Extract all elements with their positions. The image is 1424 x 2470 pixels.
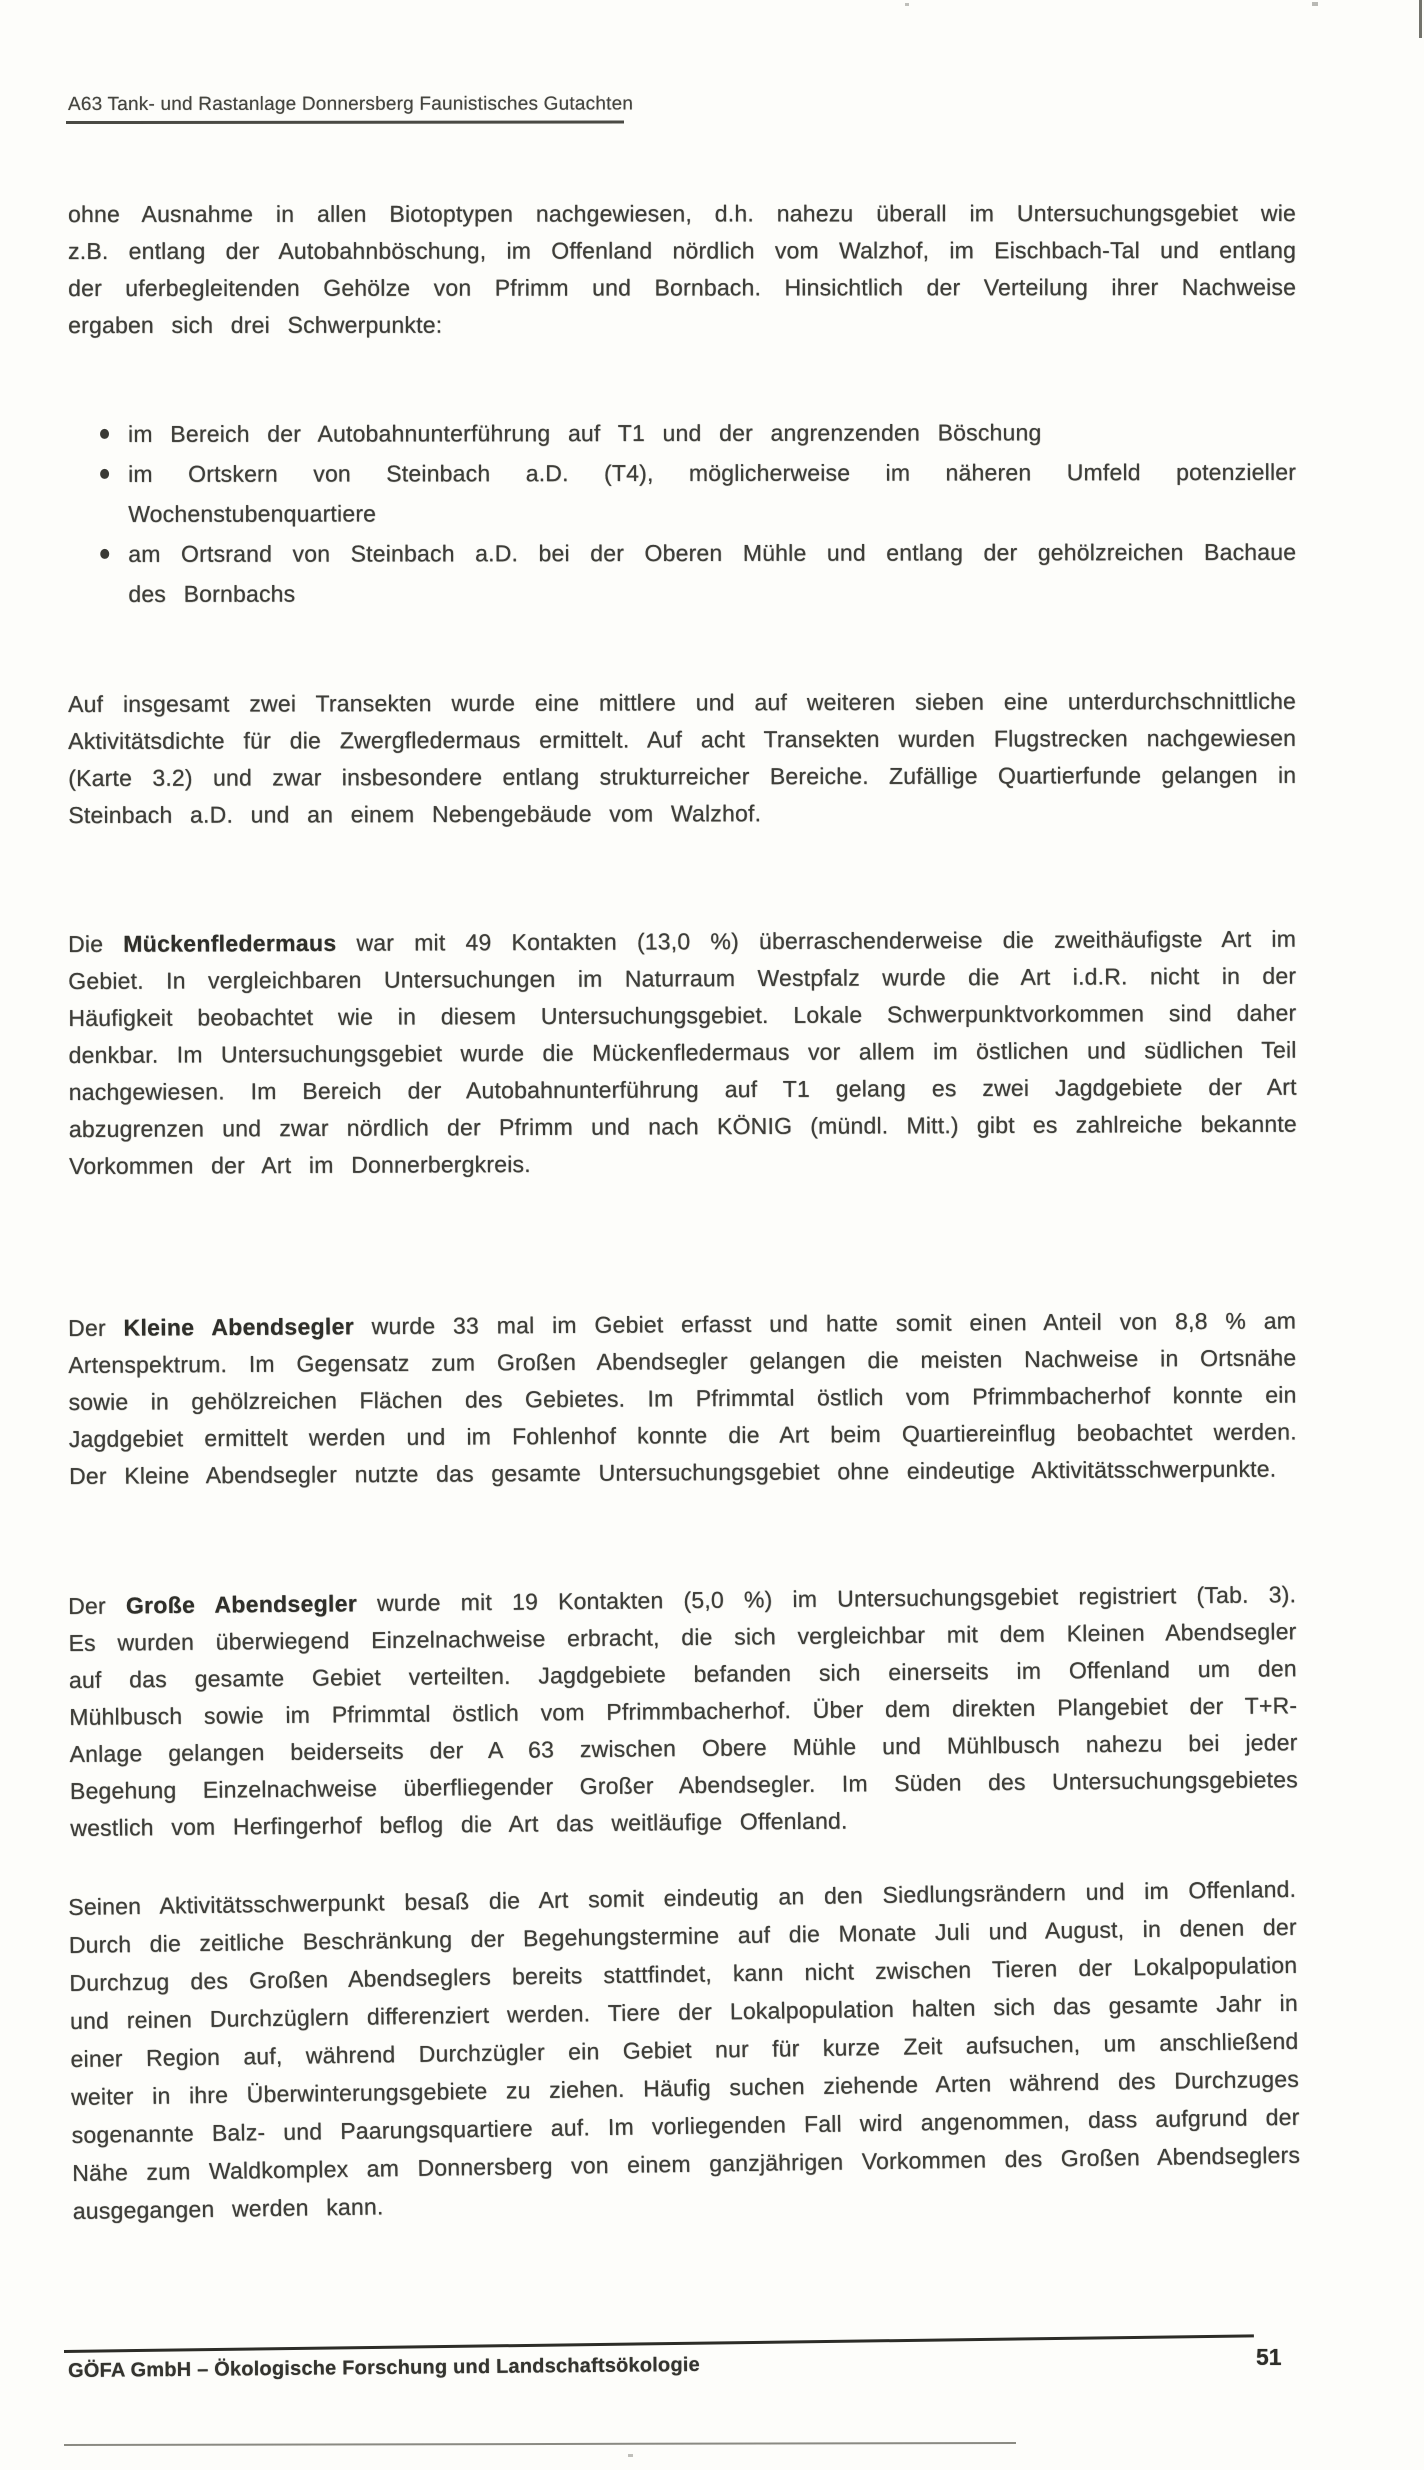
footer-company: GÖFA GmbH – Ökologische Forschung und Landschaftsökologie [68, 2353, 701, 2382]
species-name-grosser-abendsegler: Große Abendsegler [125, 1590, 358, 1619]
paragraph-aktivitaetsschwerpunkt: Seinen Aktivitätsschwerpunkt besaß die Art somit eindeutig an den Siedlungsrändern und im Offenland. Durch die zeitliche Beschränkung der Begehungstermine auf die Monate Juli und August, in denen der Durchzug des Großen Abendseglers bereits stattfindet, kann nicht zwischen Tieren der Lokalpopulation und reinen Durchzüglern differenziert werden. Tiere der Lokalpopulation halten sich das gesamte Jahr in einer Region auf, während Durchzügler ein Gebiet nur für kurze Zeit aufsuchen, um anschließend weiter in ihre Überwinterungsgebiete zu ziehen. Häufig suchen ziehende Arten während des Durchzuges sogenannte Balz- und Paarungsquartiere auf. Im vorliegenden Fall wird angenommen, dass aufgrund der Nähe zum Waldkomplex am Donnersberg von einem ganzjährigen Vorkommen des Großen Abendseglers ausgegangen werden kann. [68, 1875, 1301, 2224]
footer-rule [64, 2334, 1254, 2353]
bullet-text: im Bereich der Autobahnunterführung auf T1 und der angrenzenden Böschung [128, 419, 1042, 447]
paragraph-text: Der [68, 1592, 126, 1619]
bullet-item-1 [68, 412, 1296, 454]
paragraph-grosser-abendsegler [68, 1576, 1298, 1847]
paragraph-text: Der [68, 1314, 124, 1341]
bullet-item-3 [68, 532, 1296, 614]
running-header [68, 94, 633, 116]
page-number: 51 [1256, 2344, 1282, 2370]
bullet-text: im Ortskern von Steinbach a.D. (T4), möglicherweise im näheren Umfeld potenzieller Wochenstubenquartiere [128, 458, 1297, 527]
bullet-list [68, 412, 1296, 614]
scan-edge-artifact [1419, 0, 1422, 38]
paragraph-text: wurde mit 19 Kontakten (5,0 %) im Untersuchungsgebiet registriert (Tab. 3). Es wurden überwiegend Einzelnachweise erbracht, die sich vergleichbar mit dem Kleinen Abendsegler auf das gesamte Gebiet verteilten. Jagdgebiete befanden sich einerseits im Offenland um den Mühlbusch sowie im Pfrimmtal östlich vom Pfrimmbacherhof. Über dem direkten Plangebiet der T+R-Anlage gelangen beiderseits der A 63 zwischen Obere Mühle und Mühlbusch nahezu bei jeder Begehung Einzelnachweise überfliegender Großer Abendsegler. Im Süden des Untersuchungsgebietes westlich vom Herfingerhof beflog die Art das weitläufige Offenland. [68, 1581, 1299, 1841]
header-underline-rule [66, 121, 624, 124]
bullet-text: am Ortsrand von Steinbach a.D. bei der Oberen Mühle und entlang der gehölzreichen Bachaue des Bornbachs [128, 538, 1297, 607]
species-name-kleiner-abendsegler: Kleine Abendsegler [123, 1313, 354, 1341]
bullet-icon [100, 429, 109, 439]
paragraph-kleiner-abendsegler [68, 1302, 1297, 1494]
paragraph-text: war mit 49 Kontakten (13,0 %) überraschenderweise die zweithäufigste Art im Gebiet. In vergleichbaren Untersuchungen im Naturraum Westpfalz wurde die Art i.d.R. nicht in der Häufigkeit beobachtet wie in diesem Untersuchungsgebiet. Lokale Schwerpunktvorkommen sind daher denkbar. Im Untersuchungsgebiet wurde die Mückenfledermaus vor allem im östlichen und südlichen Teil nachgewiesen. Im Bereich der Autobahnunterführung auf T1 gelang es zwei Jagdgebiete der Art abzugrenzen und zwar nördlich der Pfrimm und nach KÖNIG (mündl. Mitt.) gibt es zahlreiche bekannte Vorkommen der Art im Donnerbergkreis. [68, 925, 1297, 1179]
running-header-title: A63 Tank- und Rastanlage Donnersberg Faunistisches Gutachten [68, 93, 634, 115]
paragraph-mueckenfledermaus [68, 921, 1297, 1185]
species-name-mueckenfledermaus: Mückenfledermaus [123, 929, 337, 957]
paragraph-text: Die [68, 930, 124, 957]
scan-speckle [1312, 2, 1318, 6]
paragraph-intro: ohne Ausnahme in allen Biotoptypen nachgewiesen, d.h. nahezu überall im Untersuchungsgebiet wie z.B. entlang der Autobahnböschung, im Offenland nördlich vom Walzhof, im Eischbach-Tal und entlang der uferbegleitenden Gehölze von Pfrimm und Bornbach. Hinsichtlich der Verteilung ihrer Nachweise ergaben sich drei Schwerpunkte: [68, 199, 1297, 338]
bullet-item-2 [68, 452, 1296, 534]
scan-speckle [628, 2454, 633, 2457]
bullet-icon [100, 469, 109, 479]
scan-bottom-edge-line [64, 2442, 1016, 2446]
bullet-icon [100, 549, 109, 559]
scan-speckle [905, 3, 909, 6]
paragraph-text: wurde 33 mal im Gebiet erfasst und hatte somit einen Anteil von 8,8 % am Artenspektrum. Im Gegensatz zum Großen Abendsegler gelangen die meisten Nachweise in Ortsnähe sowie in gehölzreichen Flächen des Gebietes. Im Pfrimmtal östlich vom Pfrimmbacherhof konnte ein Jagdgebiet ermittelt werden und im Fohlenhof konnte die Art beim Quartiereinflug beobachtet werden. Der Kleine Abendsegler nutzte das gesamte Untersuchungsgebiet ohne eindeutige Aktivitätsschwerpunkte. [68, 1307, 1297, 1489]
paragraph-zwergfledermaus: Auf insgesamt zwei Transekten wurde eine mittlere und auf weiteren sieben eine unterdurchschnittliche Aktivitätsdichte für die Zwergfledermaus ermittelt. Auf acht Transekten wurden Flugstrecken nachgewiesen (Karte 3.2) und zwar insbesondere entlang strukturreicher Bereiche. Zufällige Quartierfunde gelangen in Steinbach a.D. und an einem Nebengebäude vom Walzhof. [68, 687, 1297, 828]
